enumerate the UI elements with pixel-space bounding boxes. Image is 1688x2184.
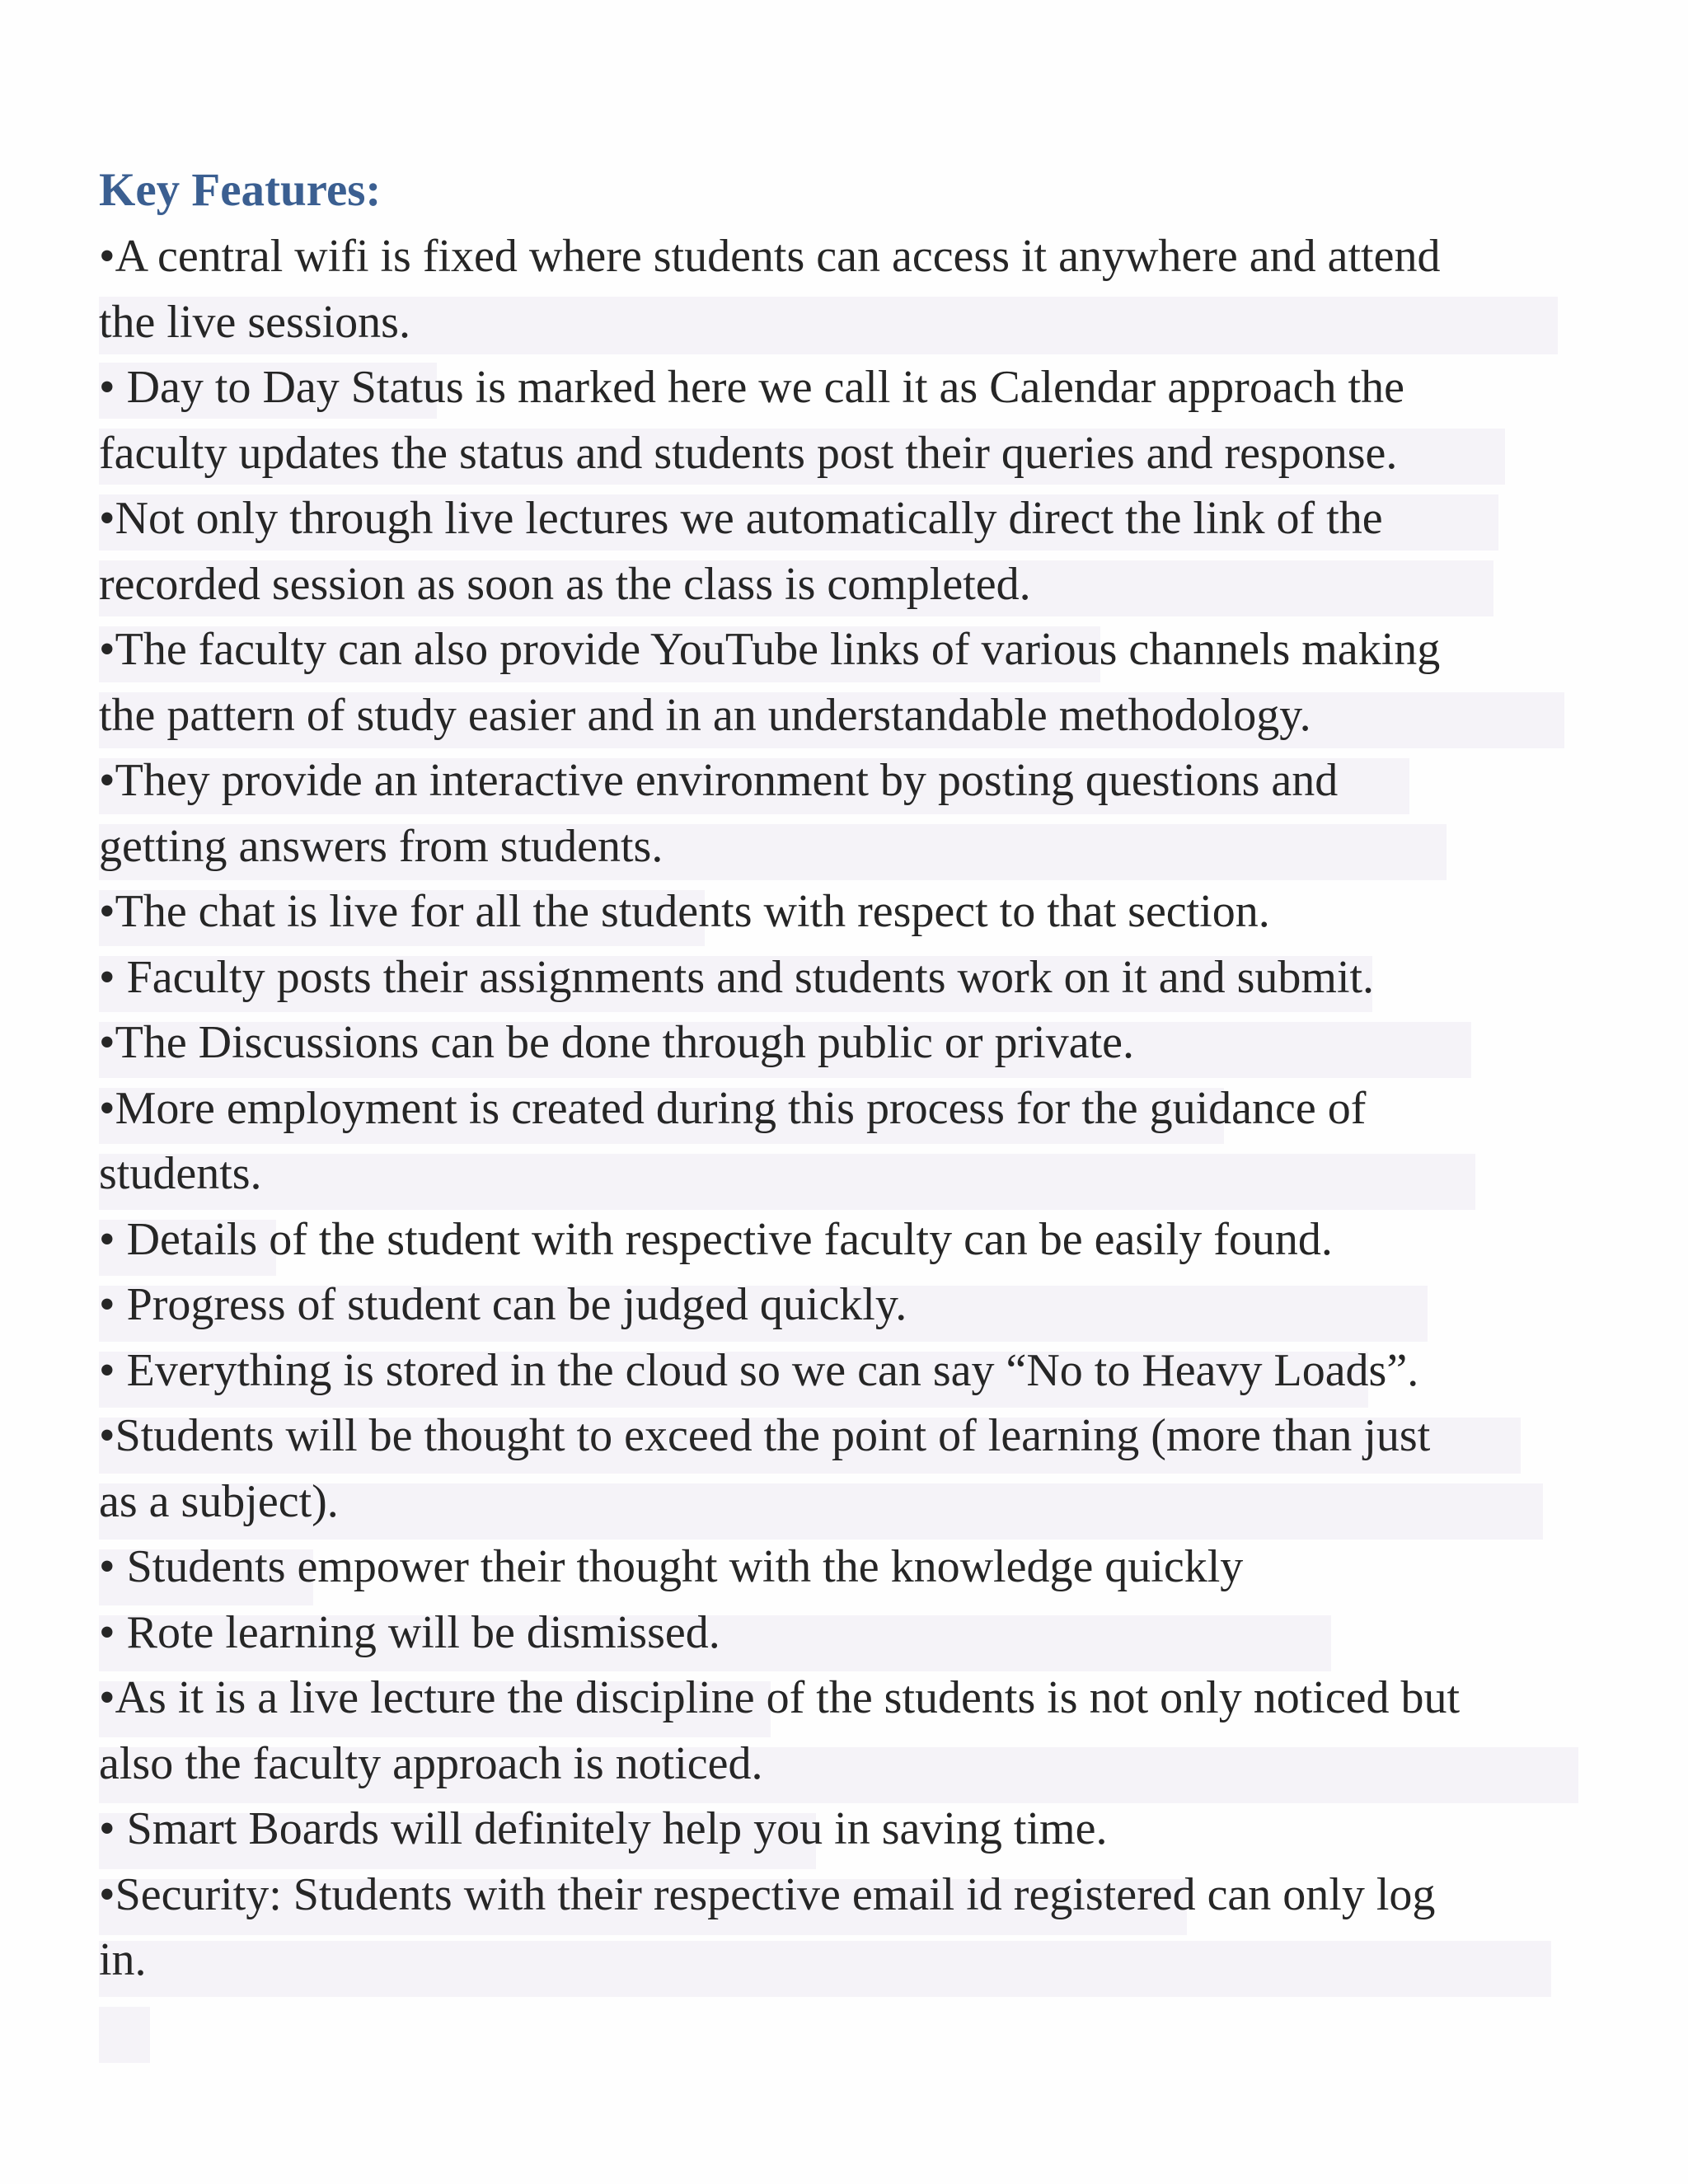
- feature-item: [99, 1797, 1582, 1863]
- feature-item-line: • Progress of student can be judged quickly.: [99, 1279, 907, 1330]
- feature-item: [99, 617, 1582, 748]
- feature-item: [99, 1338, 1582, 1404]
- feature-item-line: •More employment is created during this process for the guidance of: [99, 1082, 1367, 1134]
- feature-item-line: faculty updates the status and students post their queries and response.: [99, 427, 1398, 479]
- feature-item-line: the pattern of study easier and in an understandable methodology.: [99, 689, 1311, 741]
- feature-item: [99, 1272, 1582, 1338]
- feature-item-line: • Rote learning will be dismissed.: [99, 1606, 720, 1658]
- feature-item: [99, 1601, 1582, 1666]
- feature-item-line: •Students will be thought to exceed the point of learning (more than just: [99, 1410, 1431, 1461]
- feature-item: [99, 1666, 1582, 1797]
- feature-item: [99, 1207, 1582, 1273]
- feature-item: [99, 748, 1582, 879]
- document-body: [99, 157, 1582, 1994]
- feature-item-line: • Day to Day Status is marked here we call it as Calendar approach the: [99, 362, 1404, 413]
- feature-item-line: •Not only through live lectures we automatically direct the link of the: [99, 493, 1383, 544]
- feature-item-line: as a subject).: [99, 1475, 339, 1527]
- feature-item-line: also the faculty approach is noticed.: [99, 1737, 763, 1789]
- feature-item: [99, 1010, 1582, 1076]
- feature-item-line: •Security: Students with their respective email id registered can only log: [99, 1868, 1436, 1920]
- feature-item-line: the live sessions.: [99, 296, 410, 348]
- feature-item-line: getting answers from students.: [99, 820, 663, 872]
- feature-item: [99, 1076, 1582, 1207]
- feature-list: [99, 224, 1582, 1994]
- feature-item-line: •The faculty can also provide YouTube links of various channels making: [99, 624, 1441, 675]
- feature-item-line: • Smart Boards will definitely help you in saving time.: [99, 1803, 1108, 1854]
- highlight-band: [99, 2007, 150, 2063]
- feature-item: [99, 355, 1582, 486]
- feature-item: [99, 1535, 1582, 1601]
- feature-item: [99, 486, 1582, 617]
- feature-item-line: • Details of the student with respective faculty can be easily found.: [99, 1213, 1333, 1265]
- feature-item-line: • Students empower their thought with the knowledge quickly: [99, 1541, 1244, 1592]
- feature-item: [99, 879, 1582, 945]
- feature-item-line: recorded session as soon as the class is completed.: [99, 558, 1031, 610]
- feature-item-line: students.: [99, 1148, 262, 1199]
- feature-item-line: •As it is a live lecture the discipline of the students is not only noticed but: [99, 1672, 1461, 1723]
- feature-item: [99, 224, 1582, 355]
- feature-item: [99, 945, 1582, 1011]
- feature-item: [99, 1404, 1582, 1535]
- feature-item-line: •A central wifi is fixed where students can access it anywhere and attend: [99, 231, 1441, 282]
- feature-item-line: •They provide an interactive environment by posting questions and: [99, 755, 1339, 806]
- feature-item-line: •The chat is live for all the students with respect to that section.: [99, 886, 1270, 937]
- feature-item-line: in.: [99, 1934, 147, 1985]
- section-heading: Key Features:: [99, 164, 382, 216]
- feature-item-line: • Faculty posts their assignments and students work on it and submit.: [99, 951, 1375, 1003]
- feature-item-line: •The Discussions can be done through public or private.: [99, 1017, 1134, 1068]
- feature-item: [99, 1863, 1582, 1994]
- feature-item-line: • Everything is stored in the cloud so we can say “No to Heavy Loads”.: [99, 1344, 1419, 1396]
